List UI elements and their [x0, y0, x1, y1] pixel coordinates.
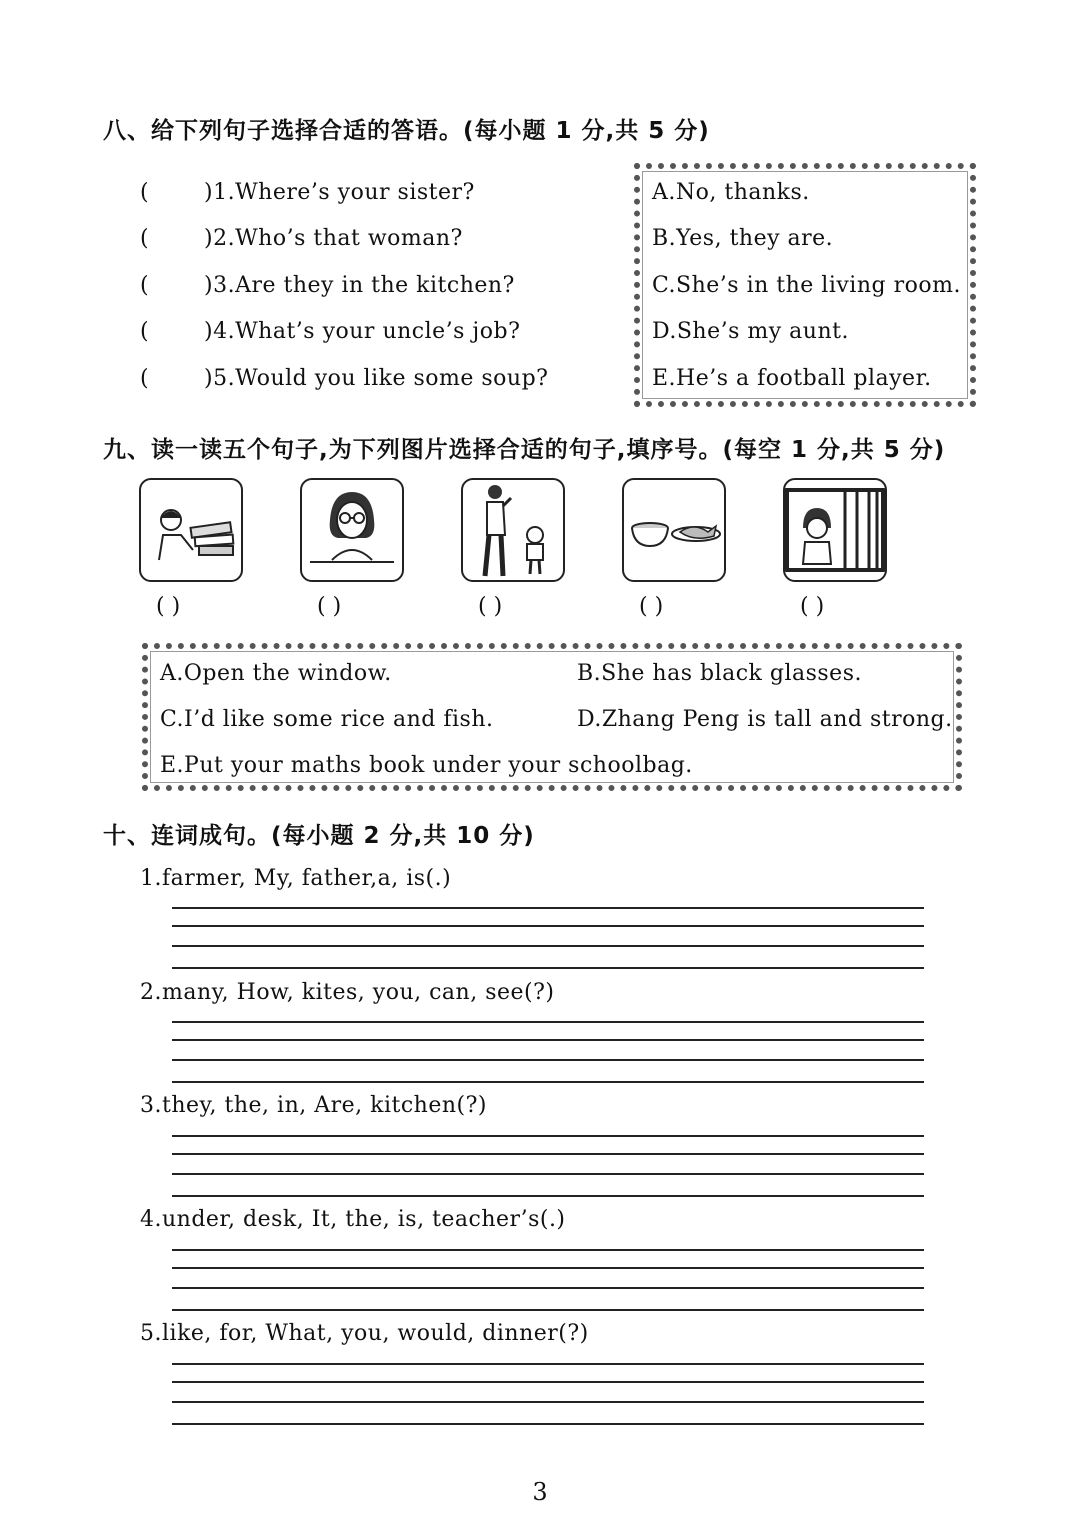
writing-lines-5[interactable] [172, 1363, 924, 1425]
picture-5 [783, 478, 887, 582]
page-number: 3 [532, 1478, 548, 1506]
word-scramble-4: 4.under, desk, It, the, is, teacher’s(.) [140, 1207, 566, 1232]
section-9-title: 九、读一读五个句子,为下列图片选择合适的句子,填序号。(每空 1 分,共 5 分) [103, 437, 946, 463]
sentence-option-c: C.I’d like some rice and fish. [160, 707, 494, 732]
section-8-title: 八、给下列句子选择合适的答语。(每小题 1 分,共 5 分) [103, 118, 710, 144]
answer-option-d: D.She’s my aunt. [652, 319, 849, 344]
answer-blank[interactable]: ( [140, 180, 150, 205]
picture-2 [300, 478, 404, 582]
picture-1-blank[interactable]: ( ) [156, 594, 181, 619]
question-row-1 [140, 180, 475, 205]
question-row-2 [140, 226, 463, 251]
word-scramble-2: 2.many, How, kites, you, can, see(?) [140, 980, 555, 1005]
answer-option-e: E.He’s a football player. [652, 366, 932, 391]
word-scramble-5: 5.like, for, What, you, would, dinner(?) [140, 1321, 589, 1346]
answer-blank[interactable]: ( [140, 319, 150, 344]
writing-lines-2[interactable] [172, 1021, 924, 1083]
picture-3 [461, 478, 565, 582]
picture-3-blank[interactable]: ( ) [478, 594, 503, 619]
question-row-4 [140, 319, 520, 344]
picture-1 [139, 478, 243, 582]
sentence-option-e: E.Put your maths book under your schoolbag. [160, 753, 693, 778]
answer-option-a: A.No, thanks. [652, 180, 810, 205]
sentence-option-b: B.She has black glasses. [577, 661, 862, 686]
word-scramble-3: 3.they, the, in, Are, kitchen(?) [140, 1093, 487, 1118]
rice-and-fish-icon [624, 480, 724, 580]
section-10-title: 十、连词成句。(每小题 2 分,共 10 分) [103, 823, 535, 849]
picture-4-blank[interactable]: ( ) [639, 594, 664, 619]
girl-with-books-icon [141, 480, 241, 580]
picture-5-blank[interactable]: ( ) [800, 594, 825, 619]
question-text: )3.Are they in the kitchen? [204, 273, 515, 298]
girl-at-window-icon [785, 480, 885, 580]
tall-man-and-boy-icon [463, 480, 563, 580]
sentence-option-d: D.Zhang Peng is tall and strong. [577, 707, 953, 732]
picture-4 [622, 478, 726, 582]
writing-lines-3[interactable] [172, 1135, 924, 1197]
writing-lines-1[interactable] [172, 907, 924, 969]
answer-blank[interactable]: ( [140, 226, 150, 251]
question-row-5 [140, 366, 548, 391]
answer-option-c: C.She’s in the living room. [652, 273, 961, 298]
answer-blank[interactable]: ( [140, 366, 150, 391]
sentence-option-a: A.Open the window. [160, 661, 392, 686]
answer-option-b: B.Yes, they are. [652, 226, 834, 251]
writing-lines-4[interactable] [172, 1249, 924, 1311]
question-text: )2.Who’s that woman? [204, 226, 463, 251]
answer-blank[interactable]: ( [140, 273, 150, 298]
word-scramble-1: 1.farmer, My, father,a, is(.) [140, 866, 452, 891]
question-text: )4.What’s your uncle’s job? [204, 319, 521, 344]
woman-with-glasses-icon [302, 480, 402, 580]
question-text: )1.Where’s your sister? [204, 180, 475, 205]
picture-2-blank[interactable]: ( ) [317, 594, 342, 619]
question-text: )5.Would you like some soup? [204, 366, 549, 391]
question-row-3 [140, 273, 515, 298]
